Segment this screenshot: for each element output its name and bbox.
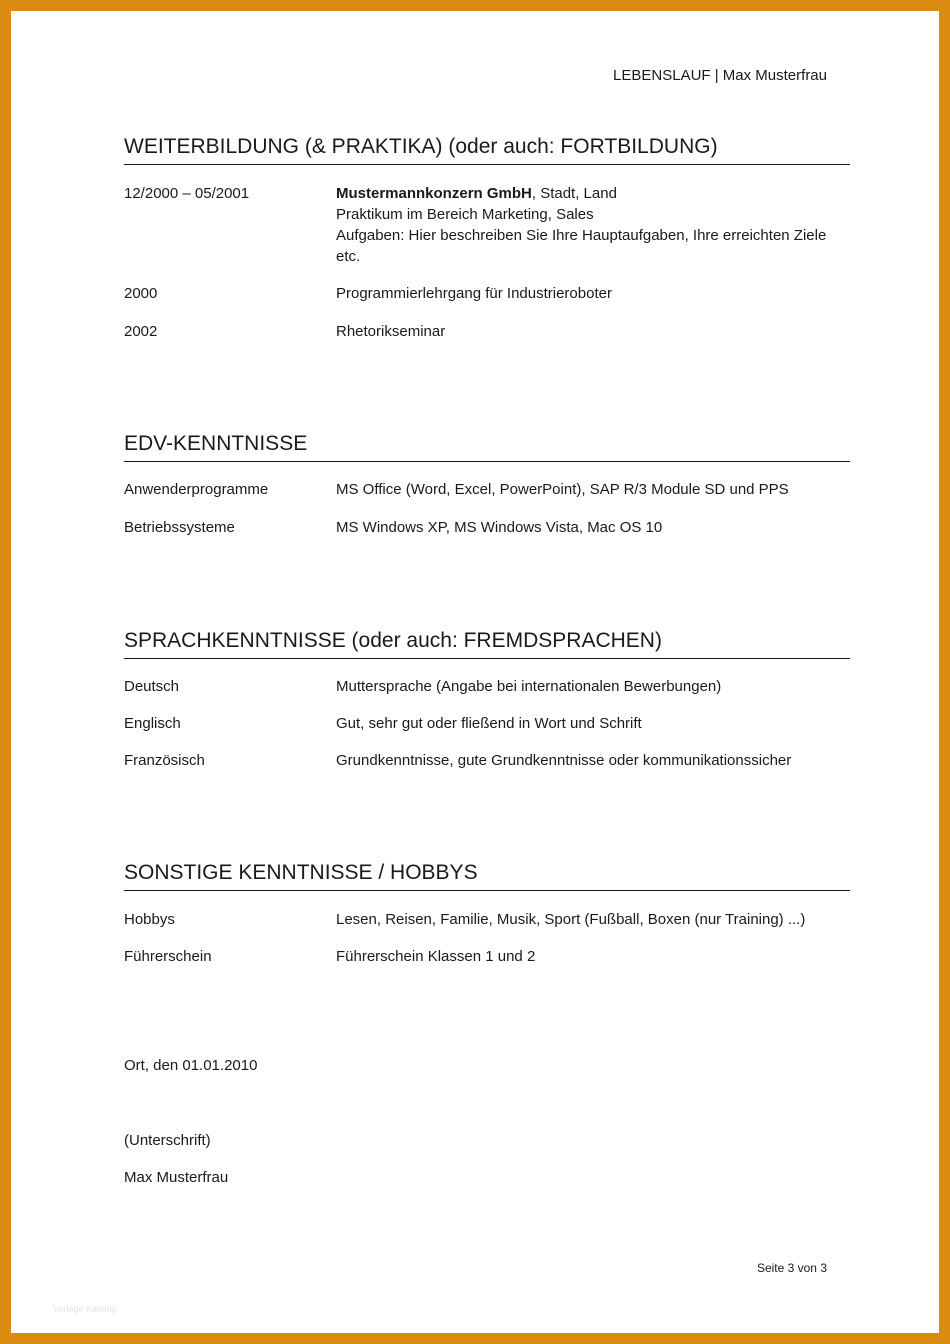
row-label: Anwenderprogramme	[124, 481, 269, 498]
row-label: Hobbys	[124, 911, 175, 928]
company-location: , Stadt, Land	[531, 185, 617, 202]
row-label: Deutsch	[124, 678, 180, 695]
row-value: Rhetorikseminar	[336, 323, 446, 340]
row-value: Lesen, Reisen, Familie, Musik, Sport (Fußball, Boxen (nur Training) ...)	[336, 911, 806, 928]
row-value: Führerschein Klassen 1 und 2	[336, 948, 536, 965]
row-label: 2000	[124, 285, 158, 302]
row-value: Grundkenntnisse, gute Grundkenntnisse oder kommunikationssicher	[336, 752, 792, 769]
internship-line: Praktikum im Bereich Marketing, Sales	[336, 206, 594, 223]
row-label: 12/2000 – 05/2001	[124, 185, 250, 202]
row-value: Programmierlehrgang für Industrieroboter	[336, 285, 612, 302]
signer-name: Max Musterfrau	[124, 1169, 229, 1186]
row-label: Führerschein	[124, 948, 212, 965]
company-name: Mustermannkonzern GmbH	[336, 185, 532, 202]
row-value	[336, 183, 836, 267]
section-title-weiterbildung: WEITERBILDUNG (& PRAKTIKA) (oder auch: FORTBILDUNG)	[124, 135, 850, 165]
row-value: MS Office (Word, Excel, PowerPoint), SAP R/3 Module SD und PPS	[336, 481, 789, 498]
watermark: Vorlage Katalog	[53, 1304, 117, 1314]
section-title-sprachen: SPRACHKENNTNISSE (oder auch: FREMDSPRACHEN)	[124, 629, 850, 659]
section-title-edv: EDV-KENNTNISSE	[124, 432, 850, 462]
row-value: Gut, sehr gut oder fließend in Wort und Schrift	[336, 715, 642, 732]
row-value: Muttersprache (Angabe bei internationalen Bewerbungen)	[336, 678, 722, 695]
row-label: 2002	[124, 323, 158, 340]
row-label: Betriebssysteme	[124, 519, 235, 536]
row-value: MS Windows XP, MS Windows Vista, Mac OS 10	[336, 519, 663, 536]
row-label: Englisch	[124, 715, 181, 732]
tasks-line: Aufgaben: Hier beschreiben Sie Ihre Hauptaufgaben, Ihre erreichten Ziele etc.	[336, 227, 827, 265]
place-date: Ort, den 01.01.2010	[124, 1057, 258, 1074]
signature-label: (Unterschrift)	[124, 1132, 211, 1149]
page-number: Seite 3 von 3	[756, 1261, 827, 1275]
row-label: Französisch	[124, 752, 205, 769]
section-title-sonstige: SONSTIGE KENNTNISSE / HOBBYS	[124, 861, 850, 891]
page-header: LEBENSLAUF | Max Musterfrau	[613, 67, 827, 84]
